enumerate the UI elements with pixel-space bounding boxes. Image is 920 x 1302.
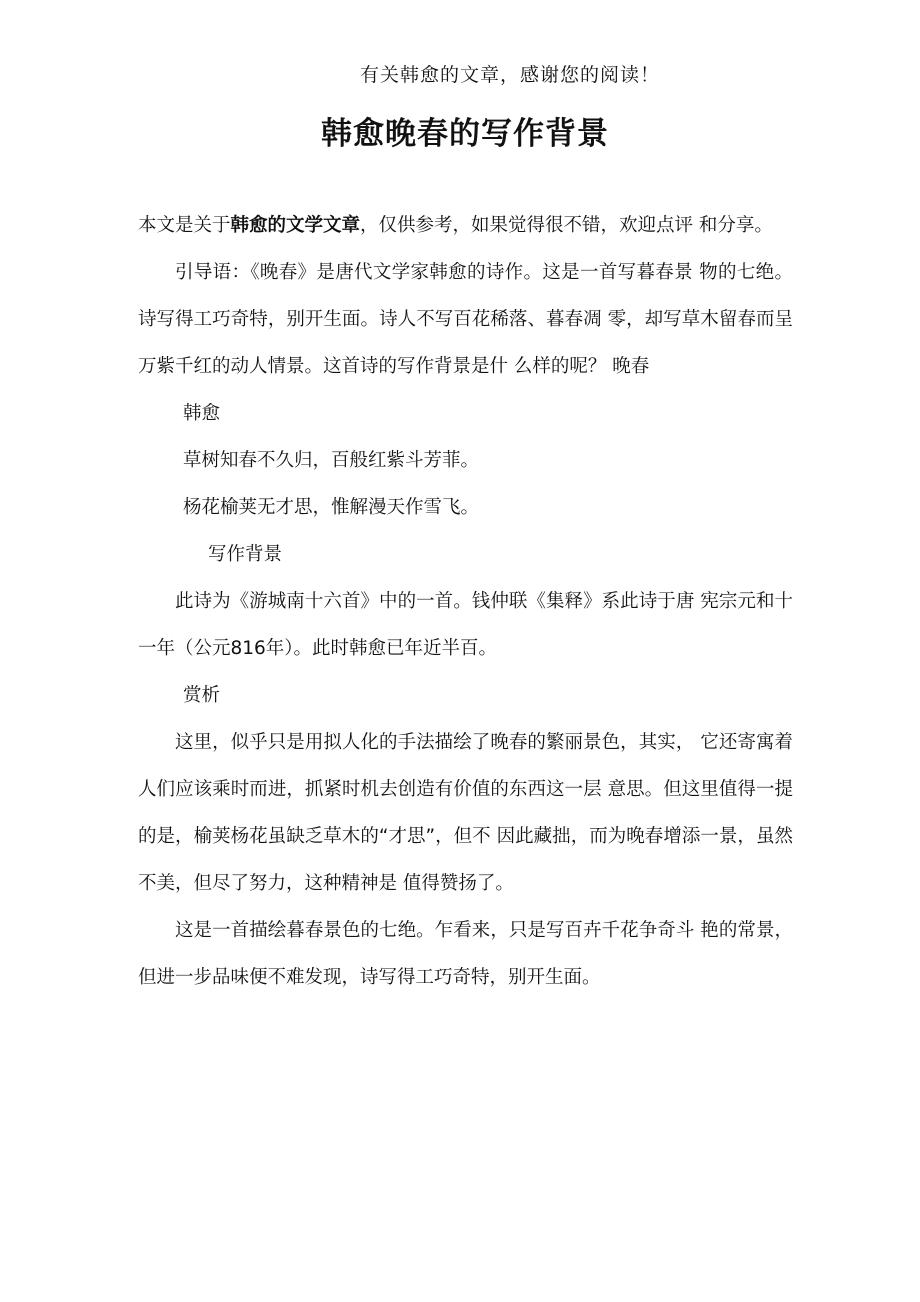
page-title: 韩愈晚春的写作背景 [321, 116, 609, 152]
appreciation-paragraph: 这里，似乎只是用拟人化的手法描绘了晚春的繁丽景色，其实， 它还寄寓着人们应该乘时而进，抓紧时机去创造有价值的东西这一层 意思。但这里值得一提的是，榆荚杨花虽缺乏草木的“才思”，但不 因此藏拙，而为晚春增添一景，虽然不美，但尽了努力，这种精神是 值得赞扬了。 [138, 732, 793, 894]
lead-paragraph: 引导语：《晚春》是唐代文学家韩愈的诗作。这是一首写暮春景 物的七绝。诗写得工巧奇特，别开生面。诗人不写百花稀落、暮春凋 零，却写草木留春而呈万紫千红的动人情景。这首诗的写作背景是什 么样的呢？ 晚春 [138, 262, 793, 377]
intro-prefix: 本文是关于 [138, 215, 231, 236]
intro-paragraph [138, 202, 793, 249]
intro-suffix: ，仅供参考，如果觉得很不错，欢迎点评 和分享。 [360, 215, 773, 236]
heading-writing-background: 写作背景 [208, 544, 283, 565]
intro-bold-text: 韩愈的文学文章 [230, 215, 361, 236]
poem-author: 韩愈 [183, 403, 221, 424]
heading-appreciation: 赏析 [183, 685, 221, 706]
background-paragraph: 此诗为《游城南十六首》中的一首。钱仲联《集释》系此诗于唐 宪宗元和十一年（公元816年）。此时韩愈已年近半百。 [138, 591, 793, 659]
poem-line-1: 草树知春不久归，百般红紫斗芳菲。 [183, 450, 480, 471]
header-note: 有关韩愈的文章，感谢您的阅读！ [359, 64, 660, 86]
article-body [138, 202, 793, 1001]
closing-paragraph: 这是一首描绘暮春景色的七绝。乍看来，只是写百卉千花争奇斗 艳的常景，但进一步品味便不难发现，诗写得工巧奇特，别开生面。 [138, 920, 793, 988]
poem-line-2: 杨花榆荚无才思，惟解漫天作雪飞。 [183, 497, 480, 518]
